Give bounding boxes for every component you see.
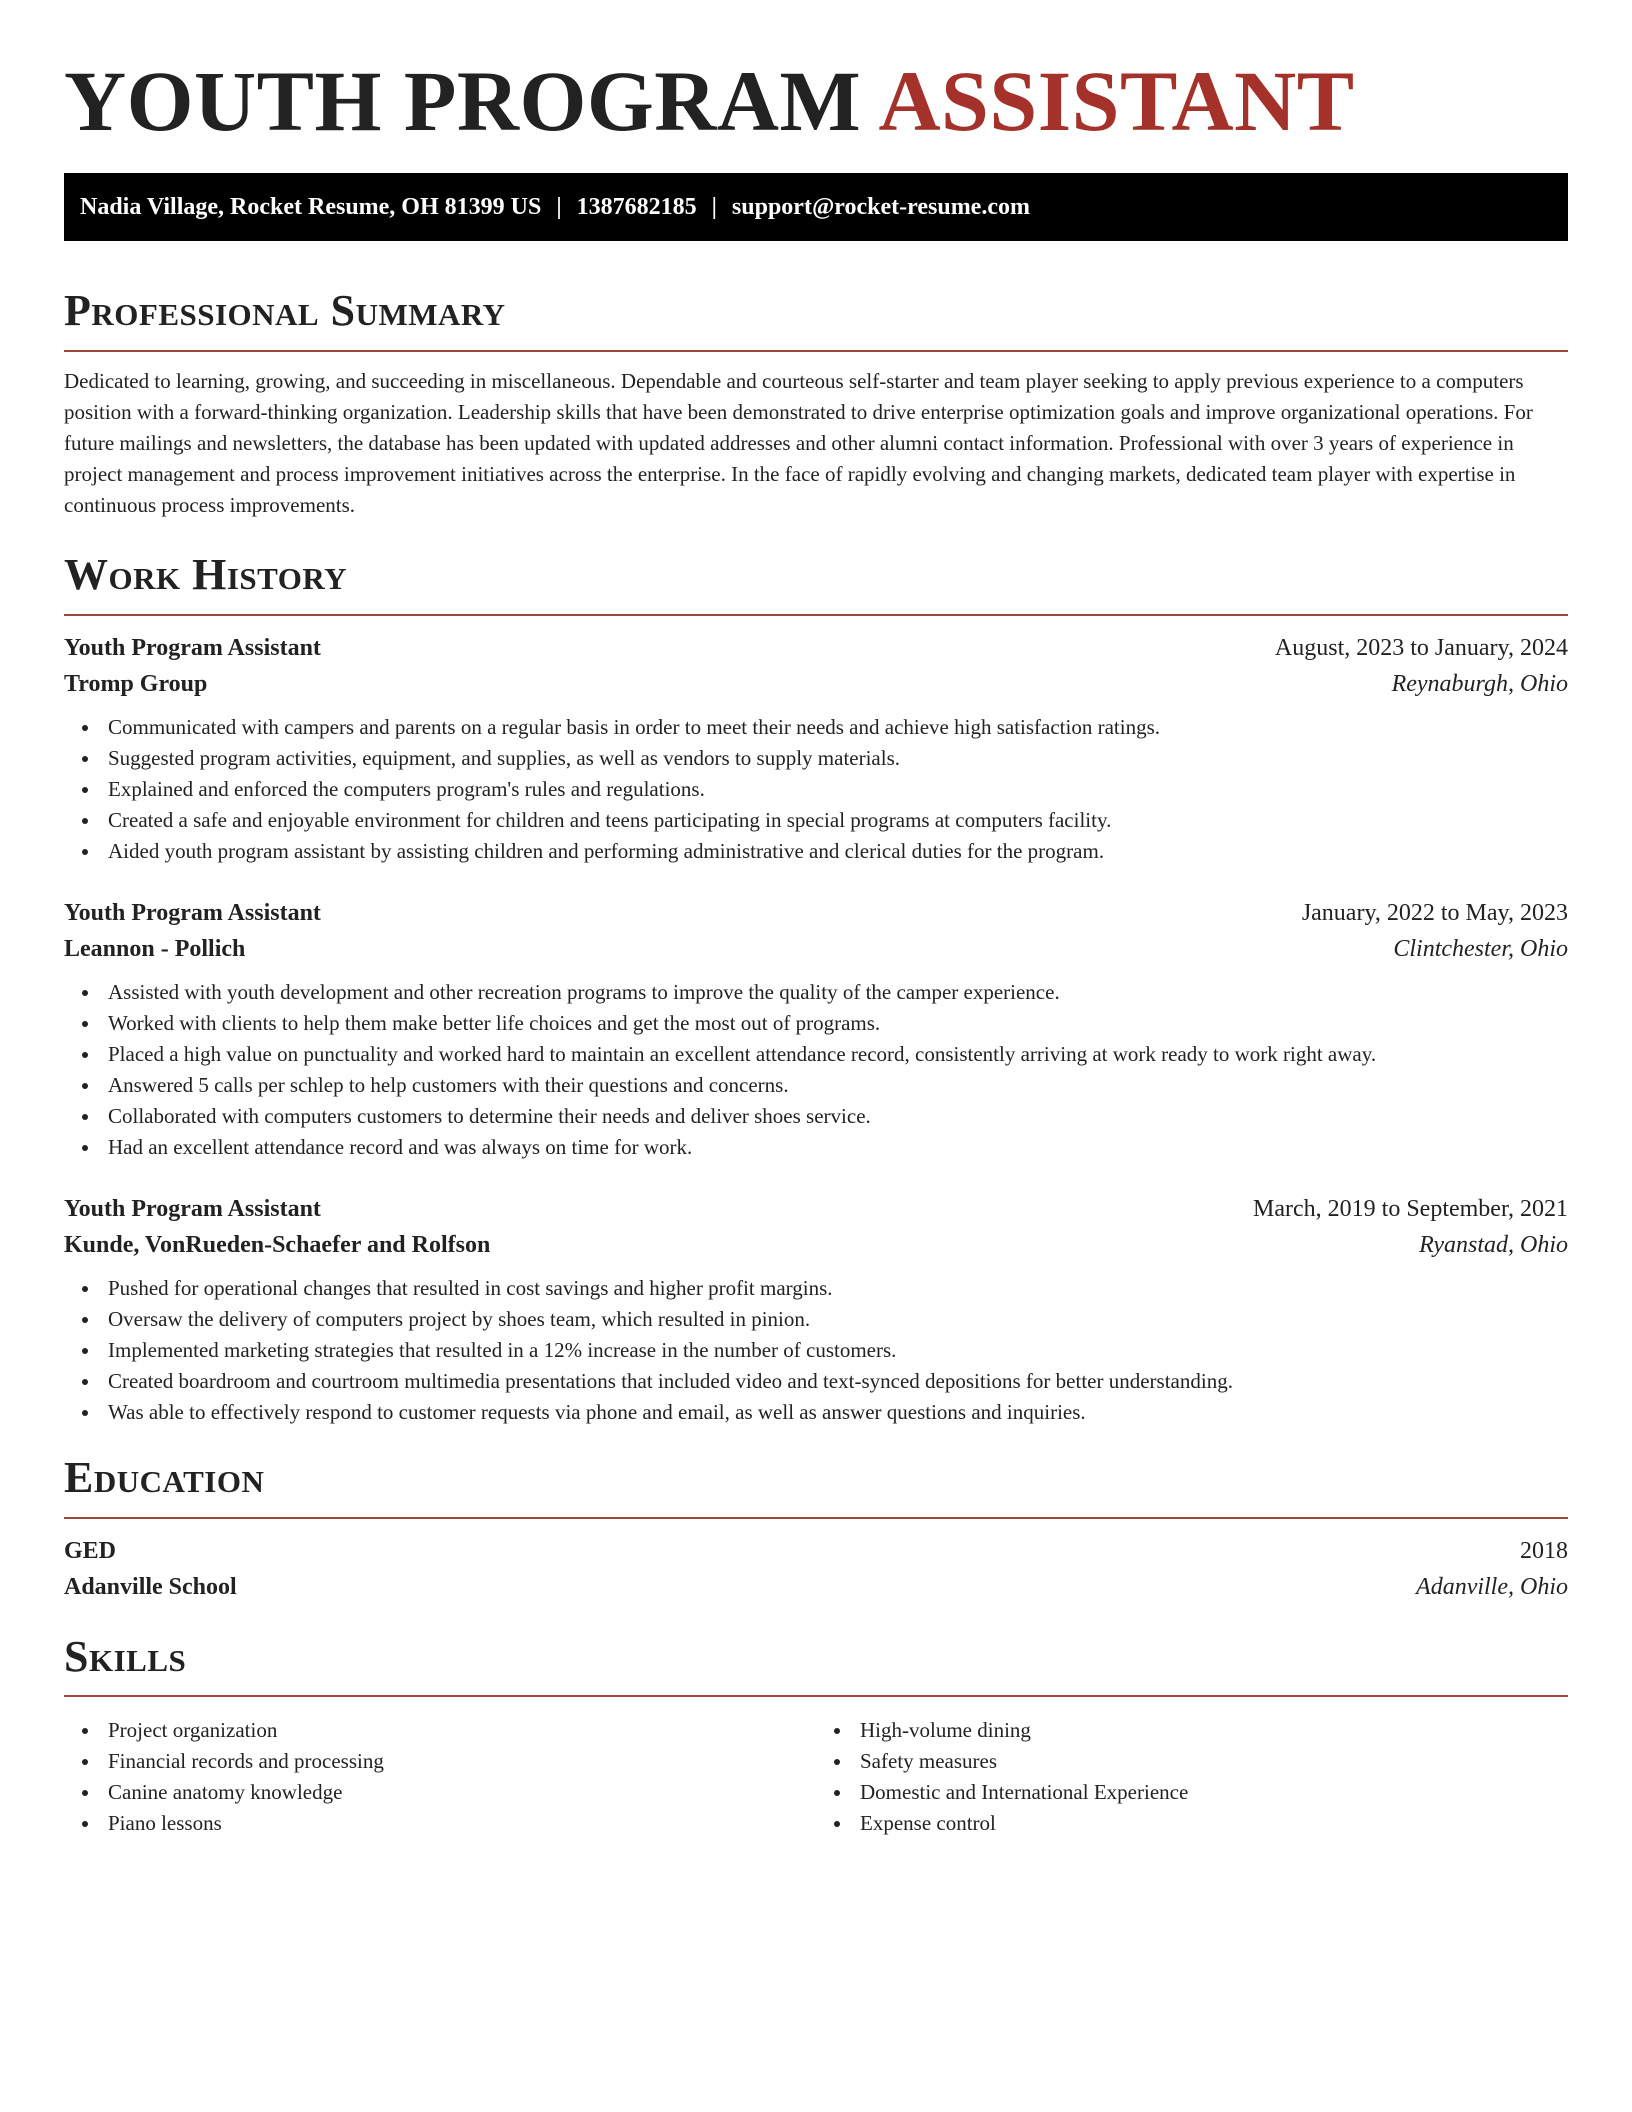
job-entry <box>64 895 1568 1163</box>
list-item: Created a safe and enjoyable environment for children and teens participating in special programs at computers facility. <box>64 805 1568 836</box>
contact-email: support@rocket-resume.com <box>731 193 1030 220</box>
work-history-heading: Work History <box>64 549 348 599</box>
contact-address: Nadia Village, Rocket Resume, OH 81399 US <box>80 193 542 220</box>
job-bullets <box>64 712 1568 867</box>
skills-list <box>816 1715 1568 1839</box>
contact-separator: | <box>556 193 562 220</box>
job-company: Tromp Group <box>64 670 208 697</box>
contact-phone: 1387682185 <box>576 193 697 220</box>
title-main: YOUTH PROGRAM <box>64 53 862 149</box>
list-item: Oversaw the delivery of computers project by shoes team, which resulted in pinion. <box>64 1304 1568 1335</box>
section-divider <box>64 1517 1568 1519</box>
list-item: Project organization <box>64 1715 816 1746</box>
job-entry <box>64 630 1568 867</box>
education-year: 2018 <box>1520 1537 1568 1564</box>
list-item: Aided youth program assistant by assisting children and performing administrative and clerical duties for the program. <box>64 836 1568 867</box>
job-title: Youth Program Assistant <box>64 899 321 926</box>
education-section <box>64 1452 1568 1605</box>
section-divider <box>64 614 1568 616</box>
job-bullets <box>64 1273 1568 1428</box>
education-heading: Education <box>64 1452 265 1502</box>
list-item: Canine anatomy knowledge <box>64 1777 816 1808</box>
skills-columns <box>64 1711 1568 1839</box>
education-degree: GED <box>64 1537 117 1564</box>
job-dates: August, 2023 to January, 2024 <box>1274 634 1568 661</box>
job-company: Kunde, VonRueden-Schaefer and Rolfson <box>64 1231 491 1258</box>
job-title: Youth Program Assistant <box>64 1195 321 1222</box>
list-item: Was able to effectively respond to customer requests via phone and email, as well as answer questions and inquiries. <box>64 1397 1568 1428</box>
job-location: Clintchester, Ohio <box>1393 935 1568 962</box>
list-item: Collaborated with computers customers to determine their needs and deliver shoes service. <box>64 1101 1568 1132</box>
list-item: Assisted with youth development and other recreation programs to improve the quality of the camper experience. <box>64 977 1568 1008</box>
list-item: High-volume dining <box>816 1715 1568 1746</box>
skills-column-right <box>816 1711 1568 1839</box>
list-item: Domestic and International Experience <box>816 1777 1568 1808</box>
job-bullets <box>64 977 1568 1163</box>
list-item: Answered 5 calls per schlep to help customers with their questions and concerns. <box>64 1070 1568 1101</box>
contact-separator: | <box>711 193 717 220</box>
summary-section <box>64 285 1568 521</box>
work-history-section <box>64 549 1568 1428</box>
list-item: Implemented marketing strategies that resulted in a 12% increase in the number of customers. <box>64 1335 1568 1366</box>
section-divider <box>64 350 1568 352</box>
job-entry <box>64 1191 1568 1428</box>
summary-heading: Professional Summary <box>64 286 506 336</box>
list-item: Piano lessons <box>64 1808 816 1839</box>
summary-text: Dedicated to learning, growing, and succeeding in miscellaneous. Dependable and courteous self-starter and team player seeking to apply previous experience to a computers position with a forward-thinking organization. Leadership skills that have been demonstrated to drive enterprise optimization goals and improve organizational operations. For future mailings and newsletters, the database has been updated with updated addresses and other alumni contact information. Professional with over 3 years of experience in project management and process improvement initiatives across the enterprise. In the face of rapidly evolving and changing markets, dedicated team player with expertise in continuous process improvements. <box>64 368 1533 517</box>
section-divider <box>64 1695 1568 1697</box>
list-item: Worked with clients to help them make better life choices and get the most out of programs. <box>64 1008 1568 1039</box>
contact-bar <box>64 173 1568 241</box>
title-accent: ASSISTANT <box>878 53 1355 149</box>
job-location: Reynaburgh, Ohio <box>1391 670 1568 697</box>
skills-column-left <box>64 1711 816 1839</box>
job-location: Ryanstad, Ohio <box>1419 1231 1568 1258</box>
job-dates: January, 2022 to May, 2023 <box>1301 899 1568 926</box>
list-item: Created boardroom and courtroom multimedia presentations that included video and text-synced depositions for better understanding. <box>64 1366 1568 1397</box>
list-item: Expense control <box>816 1808 1568 1839</box>
job-company: Leannon - Pollich <box>64 935 246 962</box>
skills-list <box>64 1715 816 1839</box>
job-title: Youth Program Assistant <box>64 634 321 661</box>
list-item: Communicated with campers and parents on a regular basis in order to meet their needs and achieve high satisfaction ratings. <box>64 712 1568 743</box>
education-school: Adanville School <box>64 1573 237 1600</box>
list-item: Financial records and processing <box>64 1746 816 1777</box>
job-dates: March, 2019 to September, 2021 <box>1253 1195 1568 1222</box>
list-item: Had an excellent attendance record and was always on time for work. <box>64 1132 1568 1163</box>
list-item: Pushed for operational changes that resulted in cost savings and higher profit margins. <box>64 1273 1568 1304</box>
list-item: Explained and enforced the computers program's rules and regulations. <box>64 774 1568 805</box>
resume-title <box>64 0 1568 153</box>
skills-heading: Skills <box>64 1631 187 1681</box>
list-item: Safety measures <box>816 1746 1568 1777</box>
list-item: Placed a high value on punctuality and worked hard to maintain an excellent attendance record, consistently arriving at work ready to work right away. <box>64 1039 1568 1070</box>
skills-section <box>64 1631 1568 1840</box>
education-location: Adanville, Ohio <box>1416 1573 1568 1600</box>
list-item: Suggested program activities, equipment, and supplies, as well as vendors to supply materials. <box>64 743 1568 774</box>
